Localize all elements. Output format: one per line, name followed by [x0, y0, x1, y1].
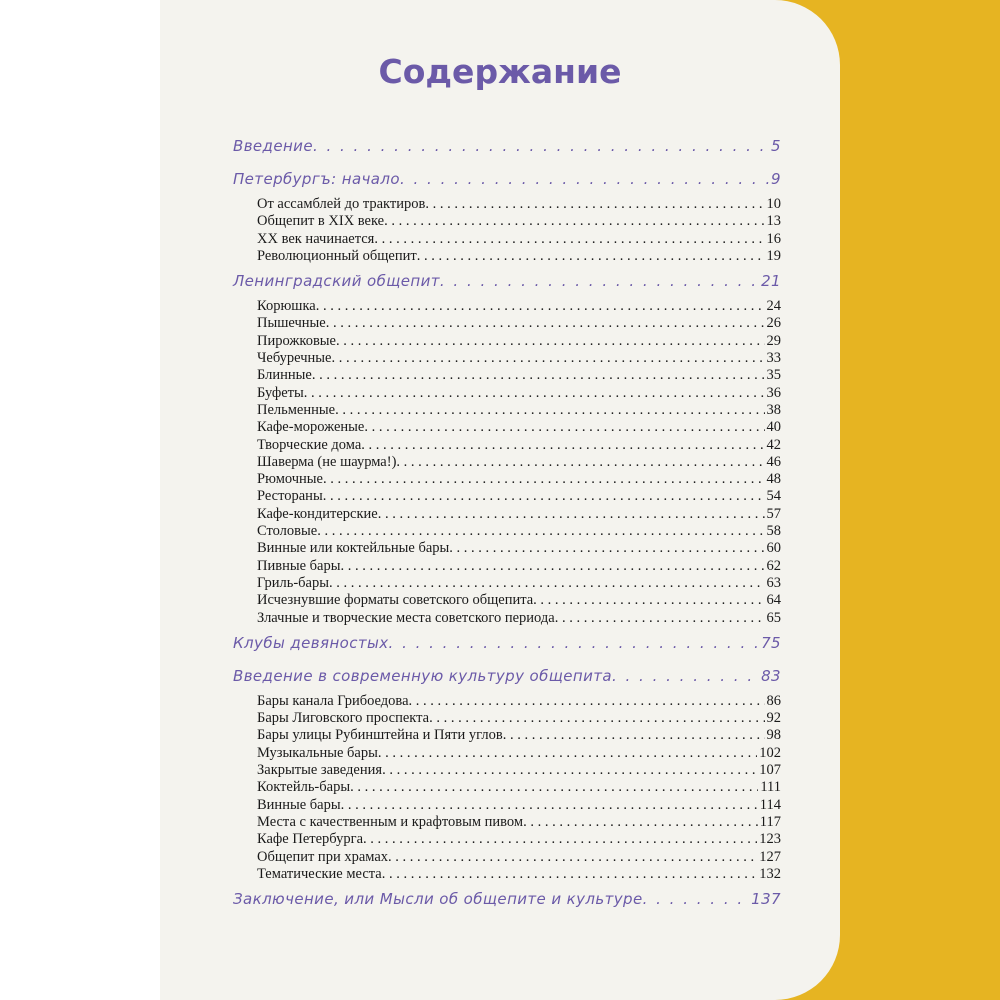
toc-entry-title: Винные или коктейльные бары: [257, 540, 450, 557]
toc-page-number: 137: [751, 890, 781, 909]
dot-leader: [389, 627, 760, 660]
toc-section-entry: [233, 248, 781, 265]
toc-entry-title: Петербургъ: начало: [233, 170, 400, 188]
toc-entry-title: Исчезнувшие форматы советского общепита: [257, 592, 534, 609]
toc-section-entry: [233, 710, 781, 727]
toc-page-number: 117: [759, 813, 781, 830]
toc-section-entry: [233, 558, 781, 575]
toc-page-number: 83: [761, 666, 781, 685]
toc-section-entry: [233, 437, 781, 454]
toc-entry-title: Шаверма (не шаурма!): [257, 453, 397, 470]
toc-entry-title: Гриль-бары: [257, 574, 329, 591]
toc-chapter-entry: [233, 627, 781, 660]
toc-section-entry: [233, 540, 781, 557]
toc-entry-title: Введение: [233, 137, 313, 155]
toc-section-entry: [233, 727, 781, 744]
toc-entry-title: Кафе-кондитерские: [257, 505, 378, 522]
dot-leader: [384, 213, 764, 230]
toc-chapter-entry: [233, 265, 781, 298]
toc-section-entry: [233, 196, 781, 213]
toc-page-number: 111: [760, 779, 781, 796]
toc-entry-title: Злачные и творческие места советского периода: [257, 609, 555, 626]
toc-page-number: 98: [766, 727, 781, 744]
toc-section-entry: [233, 454, 781, 471]
dot-leader: [429, 710, 764, 727]
toc-entry-title: Творческие дома: [257, 436, 362, 453]
toc-page-number: 24: [766, 298, 781, 315]
toc-section-entry: [233, 385, 781, 402]
toc-entry-title: Бары улицы Рубинштейна и Пяти углов: [257, 727, 503, 744]
toc-section-entry: [233, 610, 781, 627]
toc-page-number: 35: [766, 367, 781, 384]
toc-page-number: 114: [759, 796, 781, 813]
toc-page-number: 54: [766, 488, 781, 505]
toc-page-number: 26: [766, 315, 781, 332]
dot-leader: [332, 350, 765, 367]
toc-entry-title: Общепит при храмах: [257, 848, 389, 865]
toc-section-entry: [233, 592, 781, 609]
toc-section-entry: [233, 350, 781, 367]
book-page: [160, 0, 840, 1000]
dot-leader: [378, 745, 757, 762]
dot-leader: [440, 265, 759, 298]
dot-leader: [361, 437, 764, 454]
toc-section-entry: [233, 213, 781, 230]
toc-page-number: 42: [766, 436, 781, 453]
toc-page-number: 21: [761, 272, 781, 291]
toc-page-number: 60: [766, 540, 781, 557]
toc-entry-title: Коктейль-бары: [257, 779, 351, 796]
toc-chapter-entry: [233, 660, 781, 693]
toc-entry-title: Кафе-мороженые: [257, 419, 365, 436]
toc-entry-title: Места с качественным и крафтовым пивом: [257, 813, 524, 830]
dot-leader: [400, 163, 769, 196]
toc-page-number: 36: [766, 384, 781, 401]
toc-page-number: 64: [766, 592, 781, 609]
toc-page-number: 65: [766, 609, 781, 626]
toc-entry-title: Пышечные: [257, 315, 326, 332]
toc-entry-title: Рюмочные: [257, 471, 323, 488]
toc-entry-title: Буфеты: [257, 384, 304, 401]
toc-entry-title: Кафе Петербурга: [257, 831, 364, 848]
toc-page-number: 62: [766, 557, 781, 574]
toc-chapter-entry: [233, 163, 781, 196]
toc-page-number: 92: [766, 710, 781, 727]
dot-leader: [388, 849, 757, 866]
toc-section-entry: [233, 797, 781, 814]
toc-page-number: 29: [766, 332, 781, 349]
page-title: Содержание: [378, 52, 622, 91]
toc-page-number: 16: [766, 230, 781, 247]
toc-page-number: 107: [759, 762, 781, 779]
toc-section-entry: [233, 402, 781, 419]
toc-page-number: 13: [766, 213, 781, 230]
dot-leader: [317, 523, 764, 540]
toc-section-entry: [233, 831, 781, 848]
dot-leader: [304, 385, 765, 402]
toc-entry-title: Бары Лиговского проспекта: [257, 710, 430, 727]
toc-entry-title: Тематические места: [257, 865, 382, 882]
toc-page-number: 9: [771, 170, 781, 188]
toc-section-entry: [233, 367, 781, 384]
toc-chapter-entry: [233, 130, 781, 163]
dot-leader: [335, 402, 764, 419]
dot-leader: [643, 883, 750, 916]
toc-entry-title: Рестораны: [257, 488, 323, 505]
toc-section-entry: [233, 298, 781, 315]
dot-leader: [341, 797, 758, 814]
toc-entry-title: Общепит в XIX веке: [257, 213, 385, 230]
toc-page-number: 102: [759, 744, 781, 761]
toc-entry-title: Винные бары: [257, 796, 341, 813]
dot-leader: [374, 231, 764, 248]
toc-section-entry: [233, 814, 781, 831]
toc-section-entry: [233, 419, 781, 436]
toc-section-entry: [233, 506, 781, 523]
dot-leader: [340, 558, 764, 575]
table-of-contents: [233, 130, 781, 916]
toc-section-entry: [233, 849, 781, 866]
toc-entry-title: Введение в современную культуру общепита: [233, 666, 612, 685]
toc-section-entry: [233, 471, 781, 488]
dot-leader: [417, 248, 765, 265]
toc-entry-title: Корюшка: [257, 298, 316, 315]
dot-leader: [612, 660, 759, 693]
toc-section-entry: [233, 762, 781, 779]
toc-entry-title: От ассамблей до трактиров: [257, 196, 426, 212]
toc-entry-title: Бары канала Грибоедова: [257, 692, 409, 709]
dot-leader: [329, 575, 765, 592]
toc-section-entry: [233, 315, 781, 332]
toc-page-number: 48: [766, 471, 781, 488]
dot-leader: [555, 610, 765, 627]
dot-leader: [364, 419, 764, 436]
toc-section-entry: [233, 523, 781, 540]
toc-entry-title: Блинные: [257, 367, 312, 384]
toc-entry-title: Клубы девяностых: [233, 633, 389, 652]
toc-page-number: 123: [759, 831, 781, 848]
toc-page-number: 132: [759, 865, 781, 882]
dot-leader: [313, 130, 769, 163]
toc-section-entry: [233, 231, 781, 248]
toc-page-number: 46: [766, 453, 781, 470]
toc-entry-title: Пирожковые: [257, 332, 336, 349]
toc-entry-title: Пельменные: [257, 401, 336, 418]
toc-section-entry: [233, 745, 781, 762]
toc-section-entry: [233, 575, 781, 592]
dot-leader: [409, 693, 765, 710]
dot-leader: [449, 540, 764, 557]
toc-page-number: 75: [761, 633, 781, 652]
toc-entry-title: XX век начинается: [257, 230, 375, 247]
toc-chapter-entry: [233, 883, 781, 916]
dot-leader: [533, 592, 764, 609]
dot-leader: [312, 367, 765, 384]
dot-leader: [326, 315, 765, 332]
toc-entry-title: Закрытые заведения: [257, 762, 383, 779]
dot-leader: [382, 762, 757, 779]
dot-leader: [323, 471, 765, 488]
toc-section-entry: [233, 693, 781, 710]
toc-page-number: 19: [766, 247, 781, 264]
dot-leader: [336, 333, 765, 350]
dot-leader: [396, 454, 764, 471]
toc-page-number: 127: [759, 848, 781, 865]
dot-leader: [363, 831, 757, 848]
toc-entry-title: Революционный общепит: [257, 247, 417, 264]
dot-leader: [425, 196, 764, 213]
dot-leader: [316, 298, 765, 315]
toc-entry-title: Пивные бары: [257, 557, 341, 574]
toc-section-entry: [233, 488, 781, 505]
dot-leader: [323, 488, 765, 505]
dot-leader: [523, 814, 758, 831]
toc-entry-title: Столовые: [257, 523, 318, 540]
toc-page-number: 10: [766, 196, 781, 212]
toc-section-entry: [233, 779, 781, 796]
toc-entry-title: Чебуречные: [257, 350, 332, 367]
toc-section-entry: [233, 333, 781, 350]
toc-entry-title: Заключение, или Мысли об общепите и культуре: [233, 890, 643, 909]
toc-entry-title: Ленинградский общепит: [233, 272, 440, 291]
toc-page-number: 63: [766, 574, 781, 591]
toc-page-number: 33: [766, 350, 781, 367]
dot-leader: [350, 779, 758, 796]
dot-leader: [378, 506, 765, 523]
toc-page-number: 58: [766, 523, 781, 540]
toc-page-number: 38: [766, 401, 781, 418]
toc-page-number: 40: [766, 419, 781, 436]
toc-entry-title: Музыкальные бары: [257, 744, 378, 761]
toc-section-entry: [233, 866, 781, 883]
toc-page-number: 57: [766, 505, 781, 522]
toc-page-number: 5: [771, 137, 781, 155]
toc-page-number: 86: [766, 692, 781, 709]
dot-leader: [503, 727, 765, 744]
dot-leader: [382, 866, 758, 883]
